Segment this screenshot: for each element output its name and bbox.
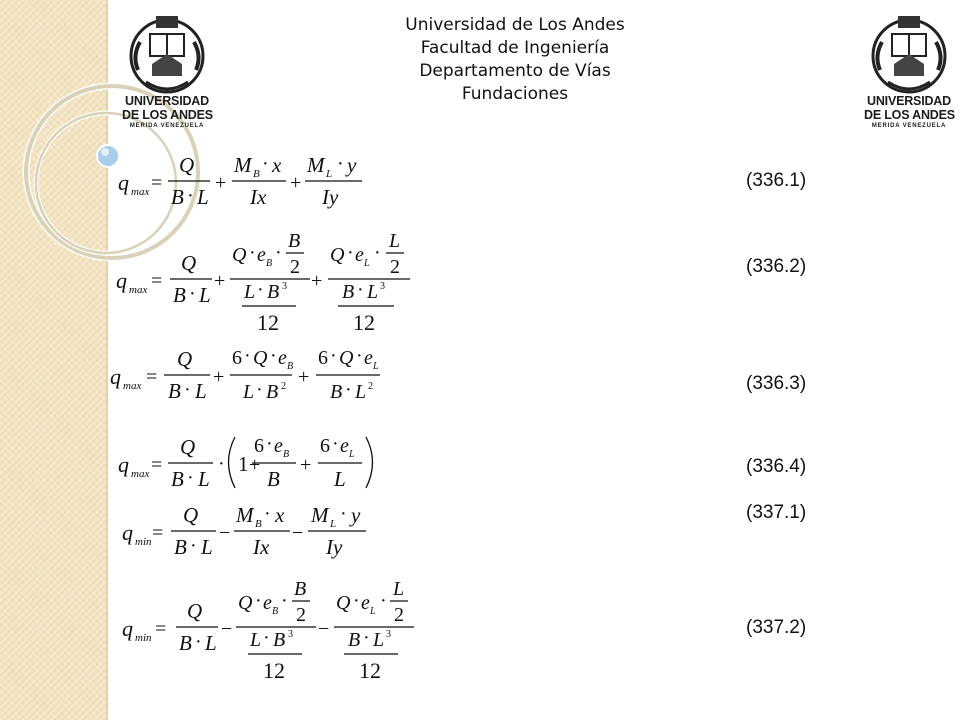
- equation-number-336-4: (336.4): [746, 456, 807, 477]
- svg-text:B: B: [272, 606, 279, 617]
- svg-text:B: B: [255, 518, 262, 530]
- svg-text:B: B: [266, 258, 273, 269]
- equation-337-2: [122, 578, 404, 683]
- svg-text:Q: Q: [232, 244, 247, 266]
- svg-text:Q: Q: [330, 244, 345, 266]
- svg-text:·: ·: [262, 153, 269, 175]
- svg-text:y: y: [347, 153, 357, 177]
- svg-text:·: ·: [184, 379, 191, 401]
- svg-text:q: q: [118, 452, 129, 477]
- svg-text:3: 3: [386, 629, 391, 640]
- logo-name-line1: UNIVERSIDAD: [125, 94, 209, 108]
- svg-text:·: ·: [187, 185, 194, 207]
- svg-text:B: B: [174, 535, 187, 559]
- svg-text:B: B: [171, 467, 184, 491]
- svg-text:Q: Q: [336, 592, 351, 614]
- svg-text:L: L: [373, 629, 385, 651]
- svg-text:L: L: [326, 168, 333, 180]
- svg-text:Q: Q: [179, 153, 195, 177]
- svg-text:L: L: [373, 361, 379, 372]
- logo-name-line2: DE LOS ANDES: [864, 108, 955, 122]
- svg-text:·: ·: [281, 590, 288, 612]
- department-name: Departamento de Vías: [419, 61, 611, 81]
- svg-text:+: +: [214, 270, 226, 292]
- svg-text:max: max: [129, 284, 148, 296]
- svg-text:max: max: [123, 380, 142, 392]
- svg-text:L: L: [198, 467, 210, 491]
- svg-text:min: min: [135, 632, 152, 644]
- svg-text:Iy: Iy: [322, 185, 339, 209]
- svg-text:−: −: [221, 618, 233, 640]
- logo-name-line2: DE LOS ANDES: [122, 108, 213, 122]
- svg-text:L: L: [334, 467, 346, 491]
- svg-text:max: max: [131, 468, 150, 480]
- svg-text:B: B: [273, 629, 286, 651]
- svg-text:L: L: [389, 230, 401, 252]
- equation-336-3: [110, 345, 379, 403]
- svg-text:·: ·: [189, 283, 196, 305]
- svg-text:·: ·: [264, 503, 271, 525]
- svg-text:L: L: [243, 381, 255, 403]
- svg-text:x: x: [272, 153, 282, 177]
- svg-text:−: −: [292, 522, 304, 544]
- svg-text:Q: Q: [177, 347, 193, 371]
- svg-text:=: =: [151, 172, 163, 194]
- svg-text:L: L: [330, 518, 337, 530]
- svg-text:2: 2: [290, 256, 300, 278]
- svg-text:L: L: [205, 631, 217, 655]
- svg-text:Ix: Ix: [253, 535, 270, 559]
- equation-number-337-2: (337.2): [746, 617, 807, 638]
- svg-text:+: +: [290, 172, 302, 194]
- svg-text:·: ·: [187, 467, 194, 489]
- svg-text:1: 1: [238, 452, 249, 476]
- svg-text:B: B: [330, 381, 343, 403]
- svg-text:12: 12: [257, 310, 279, 335]
- svg-text:·: ·: [337, 153, 344, 175]
- svg-text:=: =: [151, 270, 163, 292]
- svg-text:·: ·: [270, 345, 277, 367]
- svg-text:3: 3: [380, 281, 385, 292]
- svg-text:Q: Q: [187, 599, 203, 623]
- svg-text:+: +: [249, 454, 261, 476]
- svg-text:·: ·: [244, 345, 251, 367]
- svg-text:·: ·: [374, 242, 381, 264]
- svg-text:2: 2: [390, 256, 400, 278]
- svg-text:·: ·: [249, 242, 256, 264]
- equation-number-336-1: (336.1): [746, 170, 807, 191]
- svg-text:B: B: [288, 230, 301, 252]
- svg-text:B: B: [266, 381, 279, 403]
- svg-text:·: ·: [263, 627, 270, 649]
- svg-text:e: e: [278, 347, 287, 369]
- equation-number-336-2: (336.2): [746, 256, 807, 277]
- svg-text:+: +: [311, 270, 323, 292]
- svg-text:q: q: [122, 520, 133, 545]
- svg-text:max: max: [131, 186, 150, 198]
- svg-text:6: 6: [254, 435, 264, 457]
- svg-text:e: e: [257, 244, 266, 266]
- svg-text:e: e: [340, 435, 349, 457]
- svg-text:=: =: [152, 522, 164, 544]
- svg-text:L: L: [393, 578, 405, 600]
- logo-location: MERIDA VENEZUELA: [871, 123, 947, 129]
- svg-text:·: ·: [257, 279, 264, 301]
- university-name: Universidad de Los Andes: [405, 15, 625, 35]
- svg-text:Ix: Ix: [250, 185, 267, 209]
- svg-text:q: q: [110, 364, 121, 389]
- svg-text:·: ·: [255, 590, 262, 612]
- svg-text:L: L: [199, 283, 211, 307]
- left-paren: [229, 437, 236, 488]
- svg-text:·: ·: [275, 242, 282, 264]
- svg-text:B: B: [179, 631, 192, 655]
- svg-text:=: =: [155, 618, 167, 640]
- svg-text:·: ·: [380, 590, 387, 612]
- equation-number-336-3: (336.3): [746, 373, 807, 394]
- svg-text:Q: Q: [253, 347, 268, 369]
- svg-text:·: ·: [340, 503, 347, 525]
- svg-text:=: =: [151, 454, 163, 476]
- svg-text:·: ·: [356, 345, 363, 367]
- svg-text:M: M: [236, 503, 254, 527]
- logo-name-line1: UNIVERSIDAD: [867, 94, 951, 108]
- svg-text:·: ·: [256, 379, 263, 401]
- svg-text:min: min: [135, 536, 152, 548]
- equation-336-2: [116, 230, 400, 335]
- svg-text:Iy: Iy: [326, 535, 343, 559]
- svg-text:−: −: [219, 522, 231, 544]
- svg-text:=: =: [146, 366, 158, 388]
- svg-text:q: q: [116, 268, 127, 293]
- logo-location: MERIDA VENEZUELA: [129, 123, 205, 129]
- svg-text:L: L: [197, 185, 209, 209]
- svg-text:·: ·: [195, 631, 202, 653]
- svg-text:2: 2: [281, 381, 286, 392]
- svg-text:+: +: [300, 454, 312, 476]
- svg-text:B: B: [171, 185, 184, 209]
- svg-text:3: 3: [282, 281, 287, 292]
- svg-text:3: 3: [288, 629, 293, 640]
- svg-text:Q: Q: [181, 251, 197, 275]
- svg-text:L: L: [370, 606, 376, 617]
- svg-text:Q: Q: [238, 592, 253, 614]
- svg-text:B: B: [253, 168, 260, 180]
- svg-text:2: 2: [296, 604, 306, 626]
- svg-text:e: e: [361, 592, 370, 614]
- svg-text:12: 12: [353, 310, 375, 335]
- svg-text:M: M: [307, 153, 325, 177]
- svg-text:B: B: [342, 281, 355, 303]
- svg-text:B: B: [168, 379, 181, 403]
- svg-text:6: 6: [318, 347, 328, 369]
- svg-text:·: ·: [357, 279, 364, 301]
- svg-text:·: ·: [363, 627, 370, 649]
- svg-text:L: L: [244, 281, 256, 303]
- svg-text:·: ·: [330, 345, 337, 367]
- svg-text:L: L: [367, 281, 379, 303]
- svg-text:y: y: [351, 503, 361, 527]
- svg-text:·: ·: [332, 433, 339, 455]
- faculty-name: Facultad de Ingeniería: [420, 38, 610, 58]
- svg-text:L: L: [195, 379, 207, 403]
- svg-text:L: L: [364, 258, 370, 269]
- svg-text:6: 6: [232, 347, 242, 369]
- course-name: Fundaciones: [461, 84, 569, 104]
- svg-text:e: e: [364, 347, 373, 369]
- svg-text:L: L: [349, 449, 355, 460]
- svg-text:Q: Q: [180, 435, 196, 459]
- svg-text:e: e: [355, 244, 364, 266]
- svg-text:B: B: [283, 449, 290, 460]
- svg-text:B: B: [267, 281, 280, 303]
- svg-text:M: M: [311, 503, 329, 527]
- svg-text:B: B: [294, 578, 307, 600]
- svg-text:2: 2: [394, 604, 404, 626]
- svg-text:Q: Q: [339, 347, 354, 369]
- svg-text:−: −: [318, 618, 330, 640]
- svg-text:B: B: [173, 283, 186, 307]
- svg-text:12: 12: [263, 658, 285, 683]
- svg-text:q: q: [122, 616, 133, 641]
- svg-text:2: 2: [368, 381, 373, 392]
- svg-text:+: +: [213, 366, 225, 388]
- svg-text:e: e: [263, 592, 272, 614]
- svg-text:·: ·: [353, 590, 360, 612]
- svg-text:6: 6: [320, 435, 330, 457]
- svg-text:B: B: [267, 467, 280, 491]
- svg-text:B: B: [287, 361, 294, 372]
- svg-text:Q: Q: [183, 503, 199, 527]
- svg-text:·: ·: [218, 453, 225, 475]
- equation-number-337-1: (337.1): [746, 502, 807, 523]
- svg-text:·: ·: [266, 433, 273, 455]
- svg-text:B: B: [348, 629, 361, 651]
- svg-text:L: L: [250, 629, 262, 651]
- svg-text:+: +: [215, 172, 227, 194]
- svg-text:·: ·: [345, 379, 352, 401]
- svg-text:q: q: [118, 170, 129, 195]
- svg-text:·: ·: [347, 242, 354, 264]
- svg-text:e: e: [274, 435, 283, 457]
- svg-text:x: x: [275, 503, 285, 527]
- equation-336-4: [118, 433, 355, 491]
- svg-text:12: 12: [359, 658, 381, 683]
- svg-text:L: L: [201, 535, 213, 559]
- svg-text:L: L: [355, 381, 367, 403]
- right-paren: [366, 437, 373, 488]
- svg-text:·: ·: [190, 535, 197, 557]
- svg-text:M: M: [234, 153, 252, 177]
- svg-text:+: +: [298, 366, 310, 388]
